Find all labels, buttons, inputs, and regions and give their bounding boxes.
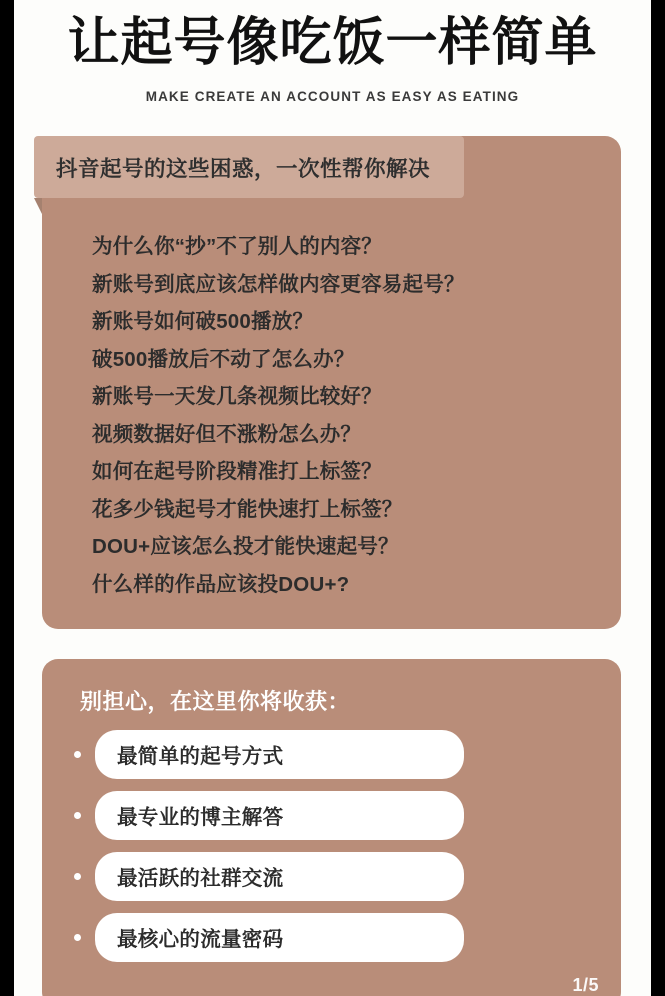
list-item: 如何在起号阶段精准打上标签？ (92, 460, 382, 483)
header (14, 0, 651, 104)
list-item (74, 791, 621, 840)
gain-pill (95, 791, 464, 840)
list-item: 新账号一天发几条视频比较好？ (92, 385, 382, 408)
questions-list (42, 228, 621, 603)
gain-pill (95, 852, 464, 901)
gain-pill (95, 913, 464, 962)
gain-label: 最核心的流量密码 (117, 928, 284, 951)
gain-label: 最简单的起号方式 (117, 745, 284, 768)
page-title: 让起号像吃饭一样简单 (67, 14, 598, 72)
gain-pill (95, 730, 464, 779)
list-item: 花多少钱起号才能快速打上标签？ (92, 497, 403, 521)
bullet-icon (74, 812, 81, 819)
questions-ribbon-label: 抖音起号的这些困惑，一次性帮你解决 (56, 157, 431, 181)
list-item: 新账号如何破500播放？ (92, 310, 314, 333)
list-item: 新账号到底应该怎样做内容更容易起号？ (92, 272, 465, 296)
list-item (74, 730, 621, 779)
list-item: 什么样的作品应该投DOU+? (92, 572, 350, 596)
poster-body (14, 0, 651, 996)
bullet-icon (74, 751, 81, 758)
gains-card (42, 659, 621, 996)
list-item: DOU+应该怎么投才能快速起号？ (92, 535, 399, 558)
page-subtitle: MAKE CREATE AN ACCOUNT AS EASY AS EATING (145, 89, 520, 104)
gains-title: 别担心，在这里你将收获： (80, 689, 351, 714)
gain-label: 最专业的博主解答 (117, 806, 284, 829)
list-item (74, 852, 621, 901)
list-item: 为什么你“抄”不了别人的内容？ (92, 235, 382, 258)
questions-card (42, 136, 621, 629)
page-indicator: 1/5 (572, 975, 599, 995)
list-item (74, 913, 621, 962)
list-item: 视频数据好但不涨粉怎么办？ (92, 422, 362, 446)
bullet-icon (74, 873, 81, 880)
list-item: 破500播放后不动了怎么办？ (92, 347, 355, 371)
bullet-icon (74, 934, 81, 941)
ribbon-tail-shape (34, 198, 42, 214)
gain-label: 最活跃的社群交流 (117, 867, 284, 890)
questions-ribbon (34, 136, 464, 198)
